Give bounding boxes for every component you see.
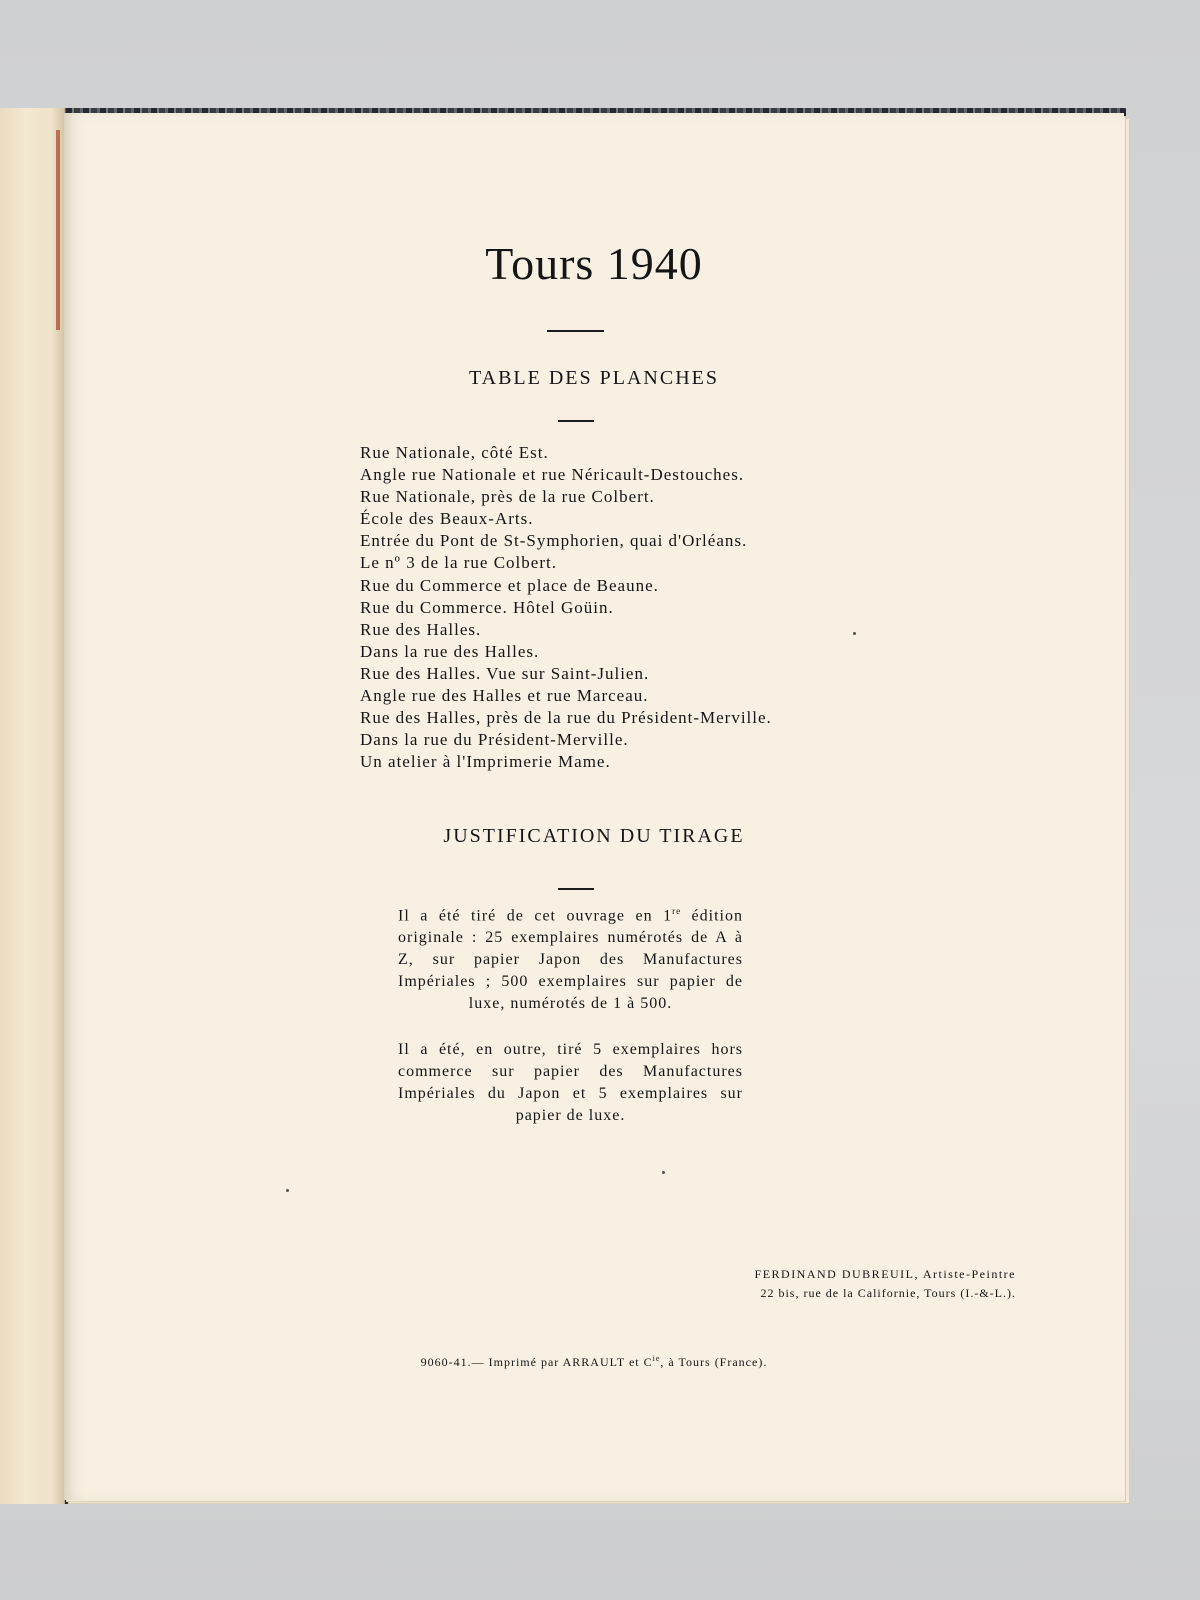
justification-heading: JUSTIFICATION DU TIRAGE bbox=[443, 825, 745, 847]
title-rule bbox=[547, 330, 604, 332]
plate-item: Un atelier à l'Imprimerie Mame. bbox=[360, 752, 611, 772]
justification-rule bbox=[558, 888, 594, 890]
justification-text: Il a été tiré de cet ouvrage en 1 bbox=[398, 907, 673, 925]
edition-superscript: re bbox=[672, 906, 682, 916]
page-title: Tours 1940 bbox=[485, 238, 703, 289]
plate-item: Rue des Halles, près de la rue du Président-Merville. bbox=[360, 708, 772, 728]
plates-heading: TABLE DES PLANCHES bbox=[469, 367, 719, 389]
plate-item: Entrée du Pont de St-Symphorien, quai d'Orléans. bbox=[360, 531, 748, 551]
justification-paragraph-2: Il a été, en outre, tiré 5 exemplaires hors commerce sur papier des Manufactures Impériales du Japon et 5 exemplaires sur papier de luxe. bbox=[398, 1041, 743, 1124]
plate-item: Rue Nationale, près de la rue Colbert. bbox=[360, 487, 655, 507]
plate-item: École des Beaux-Arts. bbox=[360, 509, 534, 529]
paper-speck bbox=[286, 1189, 289, 1192]
justification-text: édition originale : 25 exemplaires numérotés de A à Z, sur papier Japon des Manufactures Impériales ; 500 exemplaires sur papier de luxe, numérotés de 1 à 500. bbox=[398, 907, 743, 1013]
signature-block bbox=[755, 1265, 1016, 1303]
printer-imprint bbox=[64, 1354, 1124, 1370]
imprint-text: , à Tours (France). bbox=[660, 1355, 768, 1369]
right-page bbox=[64, 113, 1124, 1500]
paper-speck bbox=[853, 632, 856, 635]
plate-item: Le nº 3 de la rue Colbert. bbox=[360, 553, 557, 573]
plates-rule bbox=[558, 420, 594, 422]
plate-item: Rue Nationale, côté Est. bbox=[360, 443, 549, 462]
left-page-red-edge bbox=[56, 130, 60, 330]
plate-item: Dans la rue du Président-Merville. bbox=[360, 730, 629, 750]
plate-item: Angle rue Nationale et rue Néricault-Destouches. bbox=[360, 465, 745, 485]
justification-paragraph-1 bbox=[398, 900, 743, 1015]
imprint-text: 9060-41.— Imprimé par ARRAULT et C bbox=[420, 1355, 653, 1369]
paper-speck bbox=[662, 1171, 665, 1174]
plates-list bbox=[360, 442, 880, 773]
plate-item: Rue des Halles. Vue sur Saint-Julien. bbox=[360, 663, 650, 683]
plate-item: Angle rue des Halles et rue Marceau. bbox=[360, 686, 649, 706]
plate-item: Dans la rue des Halles. bbox=[360, 641, 540, 661]
plate-item: Rue des Halles. bbox=[360, 619, 482, 639]
plate-item: Rue du Commerce et place de Beaune. bbox=[360, 575, 659, 595]
plate-item: Rue du Commerce. Hôtel Goüin. bbox=[360, 597, 614, 617]
imprint-superscript: ie bbox=[652, 1354, 661, 1363]
signature-address: 22 bis, rue de la Californie, Tours (I.-&-L.). bbox=[760, 1286, 1016, 1300]
signature-name: FERDINAND DUBREUIL, Artiste-Peintre bbox=[754, 1267, 1016, 1281]
